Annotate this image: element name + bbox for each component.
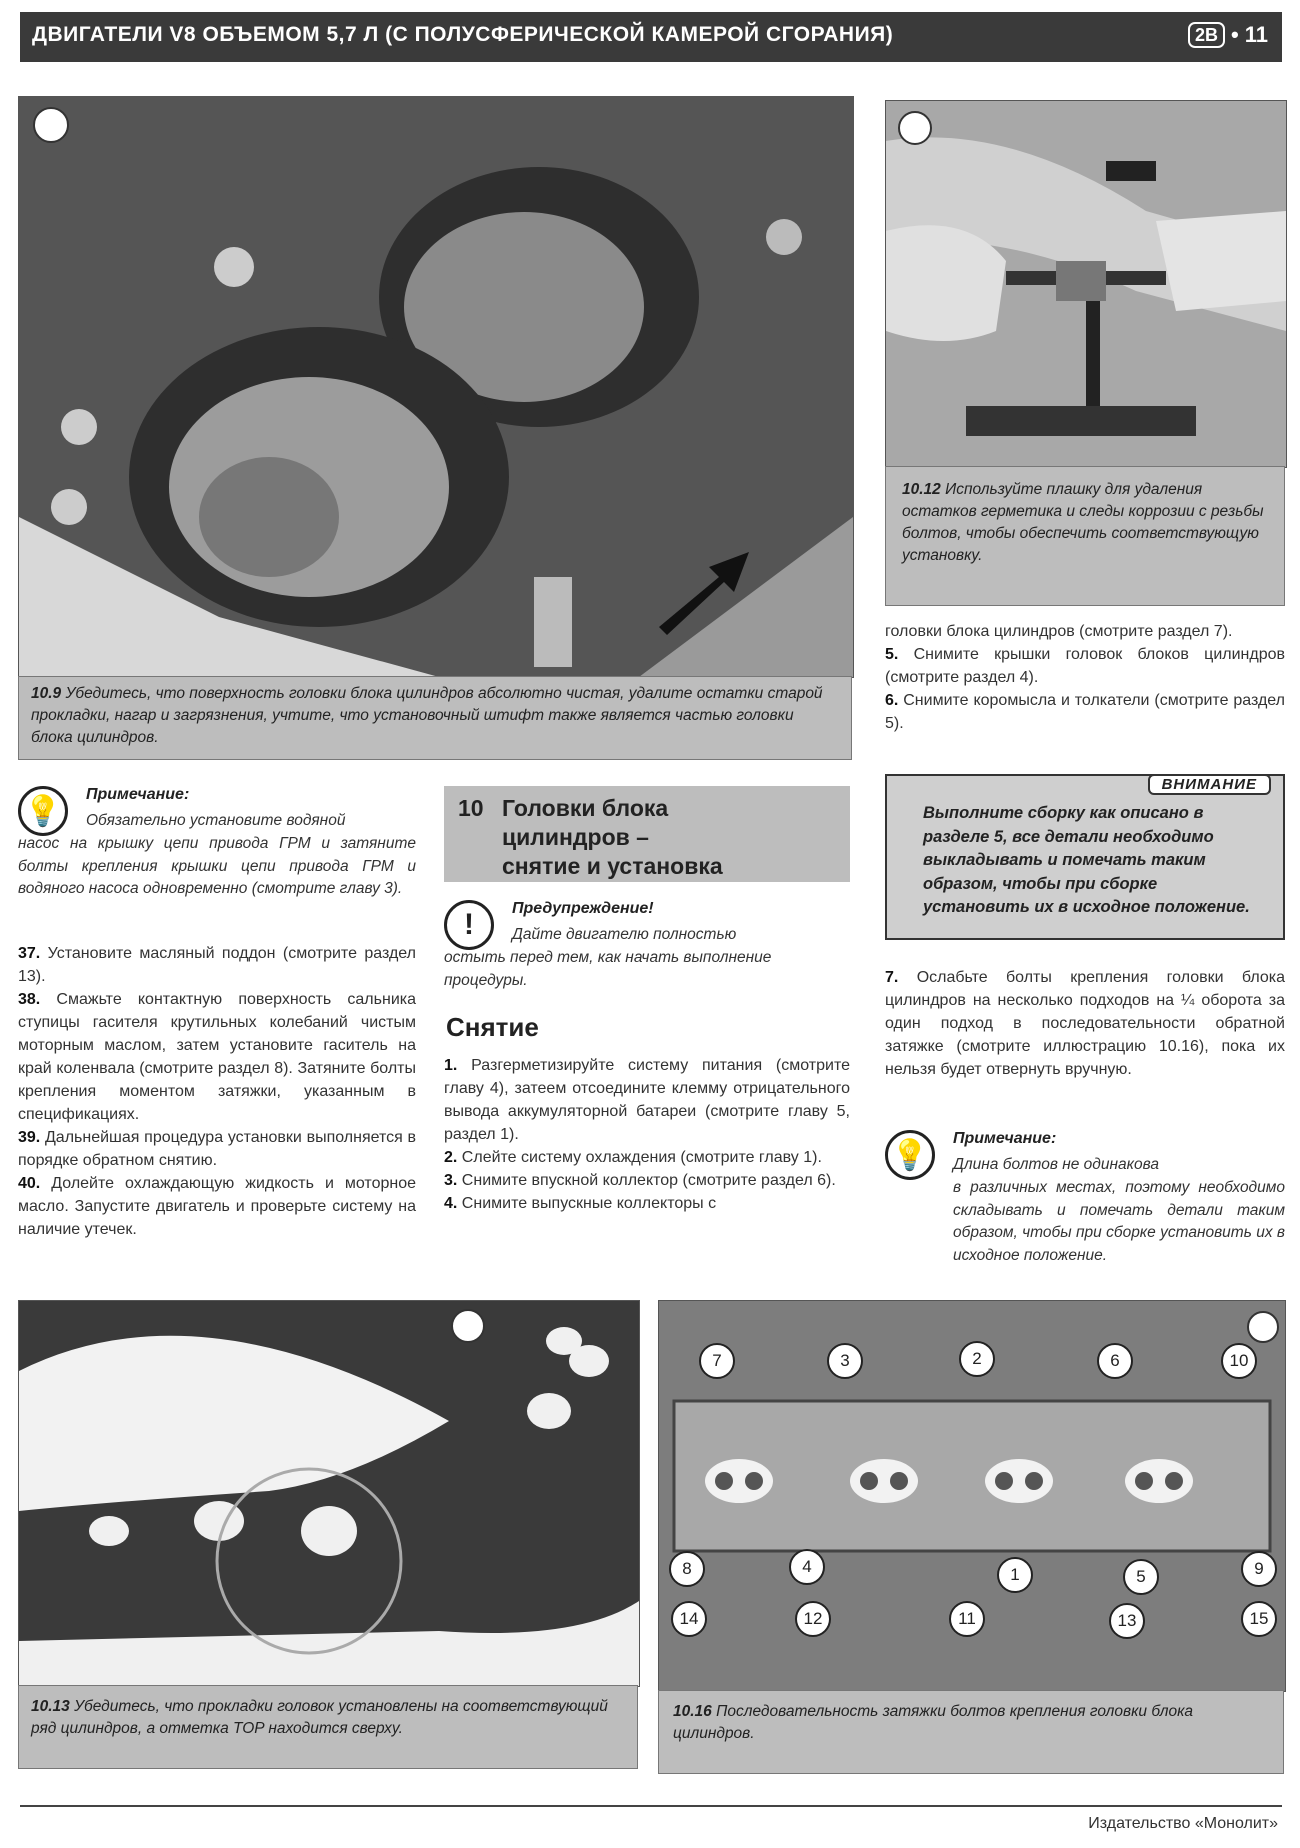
step-item: 2. Слейте систему охлаждения (смотрите главу 1). [444, 1149, 822, 1166]
note-title: Примечание: [86, 786, 190, 803]
left-column-steps [18, 942, 416, 1241]
caption-10-12 [885, 466, 1285, 606]
note-line-1: Обязательно установите водяной [86, 812, 346, 829]
bolt-label-6: 6 [1097, 1343, 1133, 1379]
photo-10-12 [885, 100, 1287, 468]
page-number: 11 [1244, 22, 1268, 47]
caption-text: Убедитесь, что прокладки головок установлены на соответствующий ряд цилиндров, а отметка TOP находится сверху. [31, 1698, 608, 1737]
photo-10-9 [18, 96, 854, 678]
bolt-label-4: 4 [789, 1549, 825, 1585]
publisher-logo-icon [898, 111, 932, 145]
bolt-label-8: 8 [669, 1551, 705, 1587]
bolt-label-7: 7 [699, 1343, 735, 1379]
bolt-label-9: 9 [1241, 1551, 1277, 1587]
step-item: 1. Разгерметизируйте систему питания (смотрите главу 4), затеем отсоедините клемму отрицательного вывода аккумуляторной батареи (смотрите главу 5, раздел 1). [444, 1057, 850, 1143]
attention-text: Выполните сборку как описано в разделе 5, все детали необходимо выкладывать и помечать таким образом, чтобы при сборке установить их в исходное положение. [923, 804, 1250, 916]
head-gasket-illustration [19, 1301, 639, 1686]
caption-text: Последовательность затяжки болтов крепления головки блока цилиндров. [673, 1703, 1194, 1742]
step-item: 38. Смажьте контактную поверхность сальника ступицы гасителя крутильных колебаний чистым моторным маслом, затем установите гаситель на край коленвала (смотрите раздел 8). Затяните болты крепления моментом затяжки, указанным в спецификациях. [18, 991, 416, 1123]
section-title-line: снятие и установка [502, 853, 723, 879]
attention-label: ВНИМАНИЕ [1148, 774, 1271, 795]
page-number-block [1188, 22, 1268, 48]
step-item: 40. Долейте охлаждающую жидкость и моторное масло. Запустите двигатель и проверьте систему на наличие утечек. [18, 1175, 417, 1238]
step-item: 7. Ослабьте болты крепления головки блока цилиндров на несколько подходов на ¼ оборота за один подход в последовательности обратной затяжке (смотрите иллюстрацию 10.16), пока их нельзя будет отвернуть вручную. [885, 969, 1285, 1078]
publisher-logo-icon [33, 107, 69, 143]
section-number: 10 [458, 795, 484, 821]
note-body: в различных местах, поэтому необходимо складывать и помечать детали таким образом, чтобы при сборке установить их в исходное положение. [953, 1179, 1285, 1264]
step-item: 37. Установите масляный поддон (смотрите раздел 13). [18, 945, 416, 985]
lightbulb-icon: 💡 [885, 1130, 935, 1180]
cylinder-head-surface-illustration [19, 97, 853, 677]
caption-10-13 [18, 1685, 638, 1769]
section-title-line: Головки блока [502, 795, 669, 821]
note-block-2 [885, 1130, 1285, 1280]
note-title: Примечание: [953, 1130, 1057, 1147]
caption-text: Убедитесь, что поверхность головки блока цилиндров абсолютно чистая, удалите остатки старой прокладки, нагар и загрязнения, учтите, что установочный штифт также является частью головки блока цилиндров. [31, 685, 823, 746]
bolt-label-3: 3 [827, 1343, 863, 1379]
bolt-label-5: 5 [1123, 1559, 1159, 1595]
caption-10-9 [18, 676, 852, 760]
bolt-label-11: 11 [949, 1601, 985, 1637]
step-item: 6. Снимите коромысла и толкатели (смотрите раздел 5). [885, 692, 1285, 732]
chapter-badge: 2B [1188, 22, 1225, 48]
publisher-logo-icon [451, 1309, 485, 1343]
continued-text: головки блока цилиндров (смотрите раздел 7). [885, 623, 1233, 640]
step-item: 3. Снимите впускной коллектор (смотрите раздел 6). [444, 1172, 836, 1189]
footer-divider [20, 1805, 1282, 1807]
publisher-footer: Издательство «Монолит» [1088, 1815, 1278, 1832]
exclamation-icon: ! [444, 900, 494, 950]
step-item: 39. Дальнейшая процедура установки выполняется в порядке обратном снятию. [18, 1129, 416, 1169]
warning-line-1: Дайте двигателю полностью [512, 926, 737, 943]
bolt-label-10: 10 [1221, 1343, 1257, 1379]
attention-box [885, 774, 1285, 940]
warning-title: Предупреждение! [512, 900, 654, 917]
removal-heading: Снятие [446, 1012, 539, 1042]
bolt-label-2: 2 [959, 1341, 995, 1377]
caption-text: Используйте плашку для удаления остатков герметика и следы коррозии с резьбы болтов, чтобы обеспечить соответствующую установку. [902, 481, 1264, 564]
caption-number: 10.16 [673, 1703, 712, 1720]
caption-10-16 [658, 1690, 1284, 1774]
removal-steps [444, 1054, 850, 1215]
photo-10-13 [18, 1300, 640, 1687]
bolt-label-1: 1 [997, 1557, 1033, 1593]
bullet: • [1231, 22, 1239, 47]
step-item: 5. Снимите крышки головок блоков цилиндров (смотрите раздел 4). [885, 646, 1285, 686]
right-column-top [885, 620, 1285, 735]
note-line-1: Длина болтов не одинакова [953, 1156, 1159, 1173]
right-column-step-7 [885, 966, 1285, 1081]
note-block-1 [18, 786, 416, 936]
publisher-logo-icon [1247, 1311, 1279, 1343]
bolt-die-illustration [886, 101, 1286, 467]
photo-10-16 [658, 1300, 1286, 1692]
page-title: ДВИГАТЕЛИ V8 ОБЪЕМОМ 5,7 Л (С ПОЛУСФЕРИЧЕСКОЙ КАМЕРОЙ СГОРАНИЯ) [32, 23, 894, 46]
warning-body: остыть перед тем, как начать выполнение процедуры. [444, 949, 772, 989]
caption-number: 10.13 [31, 1698, 70, 1715]
bolt-label-12: 12 [795, 1601, 831, 1637]
caption-number: 10.12 [902, 481, 941, 498]
section-title-line: цилиндров – [502, 824, 649, 850]
step-item: 4. Снимите выпускные коллекторы с [444, 1195, 717, 1212]
bolt-label-13: 13 [1109, 1603, 1145, 1639]
bolt-label-15: 15 [1241, 1601, 1277, 1637]
caption-number: 10.9 [31, 685, 62, 702]
page-header [20, 12, 1282, 62]
warning-block [444, 900, 850, 1000]
note-body: насос на крышку цепи привода ГРМ и затяните болты крепления крышки цепи привода ГРМ и водяного насоса одновременно (смотрите главу 3). [18, 835, 416, 897]
bolt-label-14: 14 [671, 1601, 707, 1637]
section-heading-box [444, 786, 850, 882]
lightbulb-icon: 💡 [18, 786, 68, 836]
